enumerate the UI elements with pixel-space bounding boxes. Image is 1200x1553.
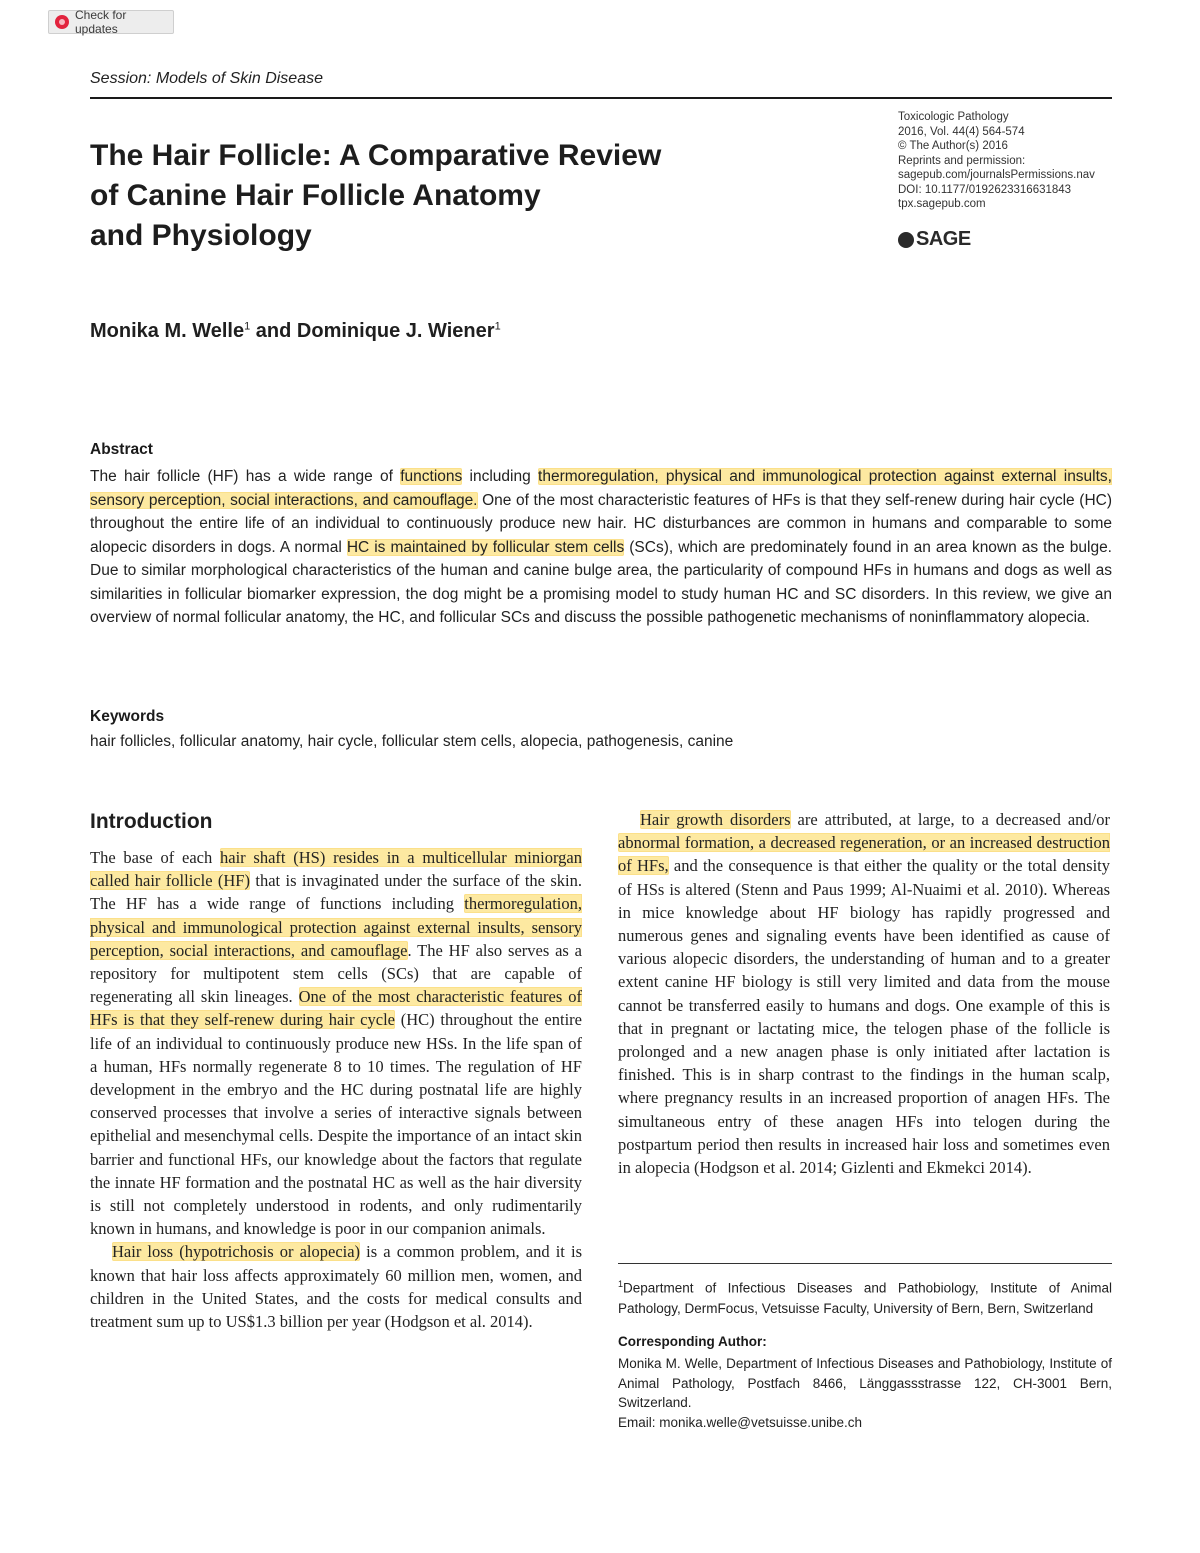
corresponding-author-details [618, 1354, 1112, 1432]
keywords-heading: Keywords [90, 708, 165, 725]
publisher-name: SAGE [916, 228, 971, 250]
text-run: including [462, 468, 539, 485]
footnote-rule [618, 1263, 1112, 1264]
text-run: The base of each [90, 848, 221, 867]
text-run: . The HF also serves as a repository for multipotent stem cells (SCs) that are capable of regenerating all skin lineages. [90, 940, 583, 1007]
text-run: One of the most characteristic features of HFs is that they self-renew during hair cycle (HC) throughout the entire life of an individual to continuously produce new hair. HC disturbances are common in humans and comparable to some alopecic disorders in dogs. A normal [90, 491, 1112, 556]
highlight: abnormal formation, a decreased regeneration, or an increased destruction of HFs, [618, 833, 1110, 876]
highlight: One of the most characteristic features of HFs is that they self-renew during hair cycle [90, 987, 582, 1030]
author-1: Monika M. Welle [90, 320, 245, 342]
check-for-updates-badge[interactable] [48, 10, 174, 34]
journal-name: Toxicologic Pathology [898, 111, 1009, 123]
highlight: thermoregulation, physical and immunological protection against external insults, sensory perception, social interactions, and camouflage [90, 894, 582, 960]
text-run: (SCs), which are predominately found in an area known as the bulge. Due to similar morphological characteristics of the human and canine bulge area, the particularity of compound HFs in humans and dogs as well as similarities in follicular biomarker expression, the dog might be a promising model to study human HC and SC disorders. In this review, we give an overview of normal follicular anatomy, the HC, and follicular SCs and discuss the possible pathogenetic mechanisms of noninflammatory alopecia. [90, 538, 1112, 626]
email-label: Email: [618, 1414, 660, 1430]
highlight: thermoregulation, physical and immunological protection against external insults, sensory perception, social interactions, and camouflage. [90, 468, 1112, 509]
paragraph [90, 1240, 582, 1333]
text-run: are attributed, at large, to a decreased and/or [790, 810, 1110, 829]
author-line [90, 320, 501, 343]
text-run: The hair follicle (HF) has a wide range of [90, 468, 401, 485]
highlight: functions [400, 468, 463, 485]
text-run: is a common problem, and it is known that hair loss affects approximately 60 million men, women, and children in the United States, and the costs for medical consults and treatment sum up to US$1.3 billion per year (Hodgson et al. 2014). [90, 1242, 582, 1332]
affiliation-marker: 1 [618, 1279, 624, 1289]
highlight: Hair growth disorders [640, 810, 791, 829]
journal-doi[interactable]: DOI: 10.1177/0192623316631843 [898, 183, 1072, 196]
header-rule [90, 97, 1112, 99]
journal-permissions-link[interactable]: sagepub.com/journalsPermissions.nav [898, 169, 1095, 181]
journal-volume: 2016, Vol. 44(4) 564-574 [898, 125, 1025, 138]
title-line-2: of Canine Hair Follicle Anatomy [90, 179, 541, 212]
highlight: HC is maintained by follicular stem cells [346, 538, 625, 556]
title-line-3: and Physiology [90, 219, 312, 252]
paragraph [90, 846, 582, 1240]
author-1-affil: 1 [244, 320, 251, 333]
author-2-affil: 1 [494, 320, 501, 333]
email-link[interactable]: monika.welle@vetsuisse.unibe.ch [659, 1414, 863, 1430]
text-run: that is invaginated under the surface of the skin. The HF has a wide range of functions including [90, 871, 582, 914]
author-and: and [255, 320, 292, 342]
body-column-left [90, 846, 582, 1333]
text-run: and the consequence is that either the quality or the total density of HSs is altered (Stenn and Paus 1999; Al-Nuaimi et al. 2010). Whereas in mice knowledge about HF biology has rapidly progressed and numerous genes and signaling events have been identified as cause of various alopecic disorders, the understanding of human and to a greater extent canine HF biology is still very limited and data from the mouse cannot be transferred easily to humans and dogs. One example of this is that in pregnant or lactating mice, the telogen phase of the follicle is prolonged and a new anagen phase is only initiated after lactation is finished. This is in sharp contrast to the findings in the human scalp, where pregnancy results in an increased proportion of anagen HFs. The simultaneous entry of these anagen HFs into telogen during the postpartum period then results in increased hair loss and sometimes even in alopecia (Hodgson et al. 2014; Gizlenti and Ekmekci 2014). [618, 856, 1111, 1178]
body-column-right [618, 808, 1110, 1179]
crossmark-icon [55, 15, 69, 29]
journal-info [898, 110, 1118, 212]
corresponding-address: Monika M. Welle, Department of Infectious Diseases and Pathobiology, Institute of Animal Pathology, Postfach 8466, Länggassstrasse 122, CH-3001 Bern, Switzerland. [618, 1356, 1112, 1410]
journal-reprints: Reprints and permission: [898, 154, 1026, 167]
introduction-heading: Introduction [90, 810, 213, 833]
title-line-1: The Hair Follicle: A Comparative Review [90, 139, 662, 172]
affiliation-text: Department of Infectious Diseases and Pathobiology, Institute of Animal Pathology, DermFocus, Vetsuisse Faculty, University of Bern, Bern, Switzerland [618, 1280, 1112, 1316]
abstract-heading: Abstract [90, 441, 153, 458]
publisher-logo [898, 228, 971, 251]
keywords-list: hair follicles, follicular anatomy, hair cycle, follicular stem cells, alopecia, pathogenesis, canine [90, 733, 734, 750]
journal-copyright: © The Author(s) 2016 [898, 140, 1008, 152]
session-label: Session: Models of Skin Disease [90, 70, 323, 87]
text-run: (HC) throughout the entire life of an individual to continuously produce new HSs. In the life span of a human, HFs normally regenerate 8 to 10 times. The regulation of HF development in the embryo and the HC during postnatal life are highly conserved processes that involve a series of interactive signals between epithelial and mesenchymal cells. Despite the importance of an intact skin barrier and functional HFs, our knowledge about the factors that regulate the innate HF formation and the postnatal HC as well as the hair diversity is still not completely understood in rodents, and only rudimentarily known in humans, and knowledge is poor in our companion animals. [90, 1010, 582, 1239]
badge-label: Check for updates [75, 8, 127, 36]
journal-site-link[interactable]: tpx.sagepub.com [898, 198, 986, 210]
sage-logo-icon [898, 232, 914, 248]
paragraph [618, 808, 1110, 1179]
highlight: hair shaft (HS) resides in a multicellular miniorgan called hair follicle (HF) [90, 848, 582, 891]
article-title [90, 136, 810, 256]
corresponding-author-heading: Corresponding Author: [618, 1334, 767, 1349]
author-2: Dominique J. Wiener [296, 320, 495, 342]
abstract-text [90, 465, 1112, 630]
affiliation-footnote [618, 1274, 1112, 1319]
highlight: Hair loss (hypotrichosis or alopecia) [112, 1242, 361, 1262]
